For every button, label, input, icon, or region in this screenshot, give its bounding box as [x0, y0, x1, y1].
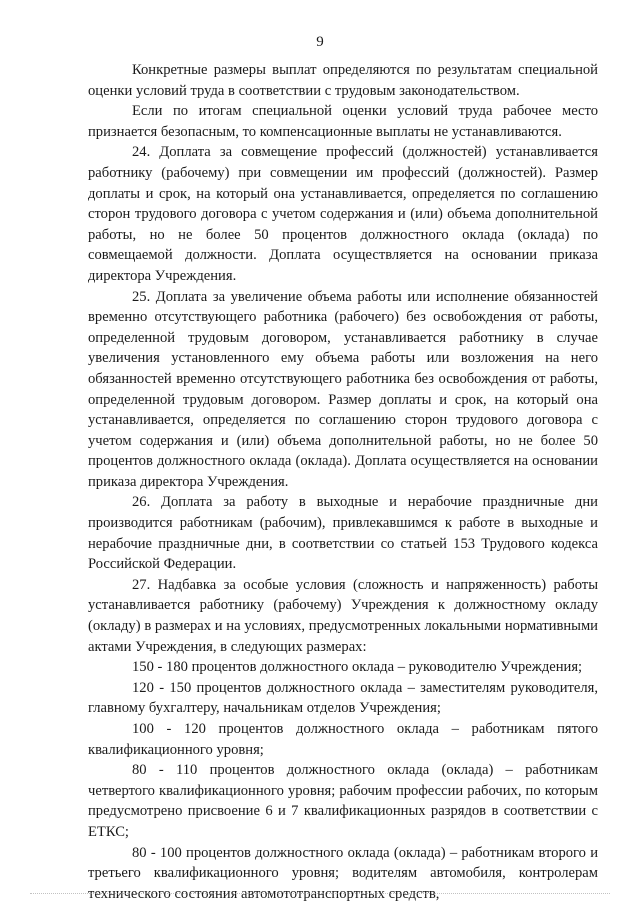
paragraph-item-24: 24. Доплата за совмещение профессий (должностей) устанавливается работнику (рабочему) при совмещении им профессий (должностей). Размер доплаты и срок, на который она устанавливается, определяется по соглашению сторон трудового договора с учетом содержания и (или) объема дополнительной работы, но не более 50 процентов должностного оклада (оклада) по совмещаемой должности. Доплата осуществляется на основании приказа директора Учреждения. — [88, 144, 598, 284]
list-item-rate-120-150: 120 - 150 процентов должностного оклада – заместителям руководителя, главному бухгалтеру, начальникам отделов Учреждения; — [88, 679, 598, 717]
list-item-rate-80-100: 80 - 100 процентов должностного оклада (оклада) – работникам второго и третьего квалификационного уровня; водителям автомобиля, контролерам технического состояния автомототранспортных средств, — [88, 844, 598, 902]
paragraph-item-25: 25. Доплата за увеличение объема работы или исполнение обязанностей временно отсутствующего работника (рабочего) без освобождения от работы, определенной трудовым договором, устанавливается работнику в случае увеличения установленного ему объема работы или возложения на него обязанностей временно отсутствующего работника без освобождения от работы, определенной трудовым договором. Размер доплаты и срок, на который она устанавливается, определяется по соглашению сторон трудового договора с учетом содержания и (или) объема дополнительной работы, но не более 50 процентов должностного оклада (оклада). Доплата осуществляется на основании приказа директора Учреждения. — [88, 288, 598, 490]
paragraph-item-26: 26. Доплата за работу в выходные и нерабочие праздничные дни производится работникам (рабочим), привлекавшимся к работе в выходные и нерабочие праздничные дни, в соответствии со статьей 153 Трудового кодекса Российской Федерации. — [88, 494, 598, 573]
paragraph-sout-amounts: Конкретные размеры выплат определяются по результатам специальной оценки условий труда в соответствии с трудовым законодательством. — [88, 62, 598, 99]
paragraph-safe-workplace: Если по итогам специальной оценки условий труда рабочее место признается безопасным, то компенсационные выплаты не устанавливаются. — [88, 103, 598, 140]
list-item-rate-150-180: 150 - 180 процентов должностного оклада – руководителю Учреждения; — [132, 659, 583, 676]
list-item-rate-100-120: 100 - 120 процентов должностного оклада – работникам пятого квалификационного уровня; — [88, 721, 598, 758]
document-body — [88, 60, 598, 904]
page-number: 9 — [316, 34, 324, 50]
scan-edge-artifact — [30, 893, 610, 896]
list-item-rate-80-110: 80 - 110 процентов должностного оклада (оклада) – работникам четвертого квалификационного уровня; рабочим профессии рабочих, по которым предусмотрено присвоение 6 и 7 квалификационных разрядов в соответствии с ЕТКС; — [88, 762, 598, 840]
paragraph-item-27: 27. Надбавка за особые условия (сложность и напряженность) работы устанавливается работнику (рабочему) Учреждения к должностному окладу (окладу) в размерах и на условиях, предусмотренных локальными нормативными актами Учреждения, в следующих размерах: — [88, 576, 598, 655]
